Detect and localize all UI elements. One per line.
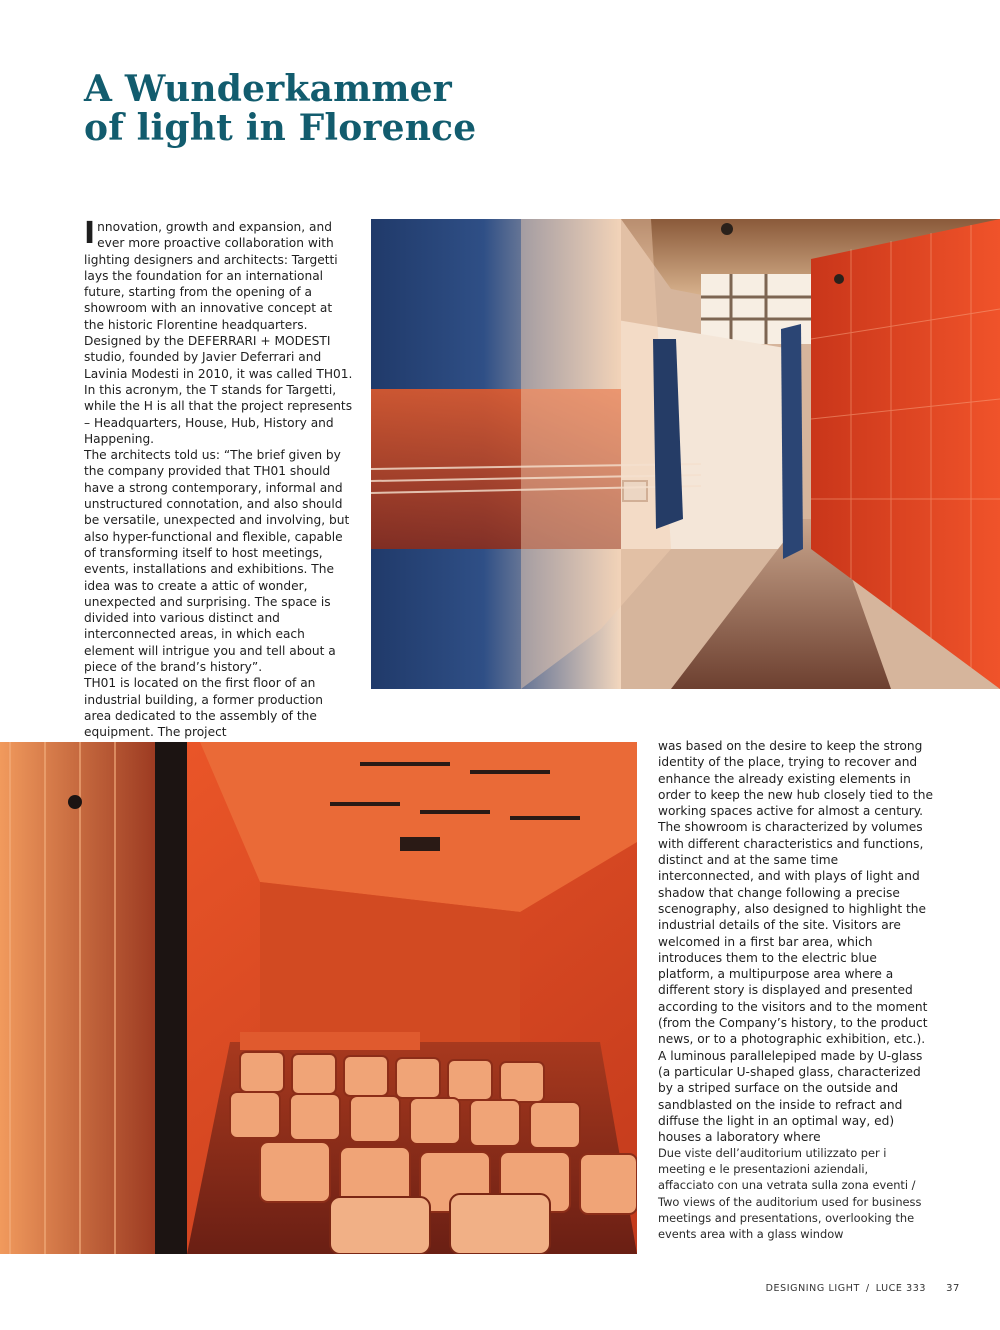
showroom-corridor-photo — [371, 219, 1000, 689]
body-paragraph-2: The architects told us: “The brief given by the company provided that TH01 should have a strong contemporary, informal and unstructured connotation, and also should be versatile, unexpected and involving, but also hyper-functional and flexible, capable of transforming itself to host meetings, events, installations and exhibitions. The idea was to create a attic of wonder, unexpected and surprising. The space is divided into various distinct and interconnected areas, in which each element will intrigue you and tell about a piece of the brand’s history”. — [84, 448, 350, 675]
title-line-2: of light in Florence — [84, 107, 477, 149]
footer-issue: LUCE 333 — [875, 1283, 927, 1294]
page-footer — [700, 1283, 960, 1294]
body-paragraph-1-text: nnovation, growth and expansion, and ever more proactive collaboration with lighting designers and architects: Targetti lays the foundation for an international future, starting from the opening of a showroom with an innovative concept at the historic Florentine headquarters. Designed by the DEFERRARI + MODESTI studio, founded by Javier Deferrari and Lavinia Modesti in 2010, it was called TH01. In this acronym, the T stands for Targetti, while the H is all that the project represents – Headquarters, House, Hub, History and Happening. — [84, 220, 353, 446]
auditorium-photo — [0, 742, 637, 1254]
footer-separator: / — [865, 1283, 870, 1294]
body-paragraph-5: A luminous parallelepiped made by U-glass (a particular U-shaped glass, characterized by a striped surface on the outside and sandblasted on the inside to refract and diffuse the light in an optimal way, ed) houses a laboratory where — [658, 1048, 923, 1145]
photo-caption — [658, 1145, 923, 1242]
body-paragraph-4: was based on the desire to keep the strong identity of the place, trying to recover and enhance the already existing elements in order to keep the new hub closely tied to the working spaces active for almost a century. The showroom is characterized by volumes with different characteristics and functions, distinct and at the same time interconnected, and with plays of light and shadow that change following a precise scenography, also designed to highlight the industrial details of the site. Visitors are welcomed in a first bar area, which introduces them to the electric blue platform, a multipurpose area where a different story is displayed and presented according to the visitors and to the moment (from the Company’s history, to the product news, or to a photographic exhibition, etc.). — [658, 739, 933, 1047]
body-paragraph-3: TH01 is located on the first floor of an industrial building, a former production area dedicated to the assembly of the equipment. The project — [84, 676, 323, 740]
caption-italian: Due viste dell’auditorium utilizzato per i meeting e le presentazioni aziendali, affacciato con una vetrata sulla zona eventi / — [658, 1146, 916, 1193]
drop-cap: I — [84, 216, 96, 251]
caption-english: Two views of the auditorium used for business meetings and presentations, overlooking the events area with a glass window — [658, 1194, 922, 1242]
title-line-1: A Wunderkammer — [84, 68, 452, 110]
article-title — [84, 70, 684, 148]
page-number: 37 — [946, 1283, 960, 1294]
footer-magazine-name: DESIGNING LIGHT — [765, 1283, 860, 1294]
body-column-right — [658, 738, 933, 1145]
body-column-left — [84, 216, 354, 741]
body-paragraph-1 — [84, 216, 354, 447]
